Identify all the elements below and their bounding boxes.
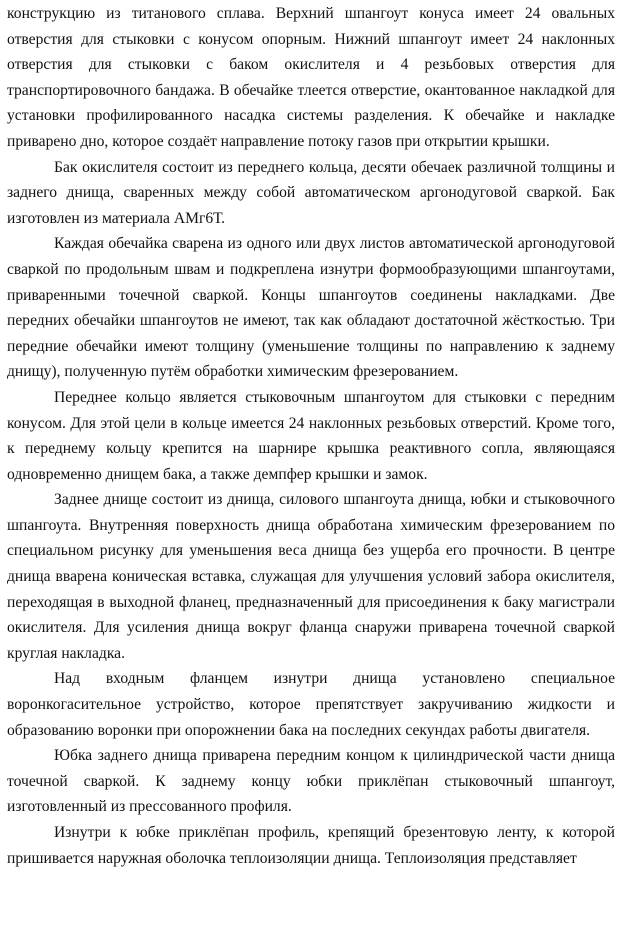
paragraph-rear-bottom: Заднее днище состоит из днища, силового шпангоута днища, юбки и стыковочного шпангоута. Внутренняя поверхность днища обработана химическим фрезерованием по специальном рисунку для уменьшения веса днища без ущерба его прочности. В центре днища вварена коническая вставка, служащая для улучшения условий забора окислителя, переходящая в выходной фланец, предназначенный для присоединения к баку магистрали окислителя. Для усиления днища вокруг фланца снаружи приварена точечной сваркой круглая накладка. — [7, 491, 615, 662]
paragraph-insulation: Изнутри к юбке приклёпан профиль, крепящий брезентовую ленту, к которой пришивается наружная оболочка теплоизоляции днища. Теплоизоляция представляет — [7, 824, 615, 867]
paragraph-continuation: конструкцию из титанового сплава. Верхний шпангоут конуса имеет 24 овальных отверстия для стыковки с конусом опорным. Нижний шпангоут имеет 24 наклонных отверстия для стыковки с баком окислителя и 4 резьбовых отверстия для транспортировочного бандажа. В обечайке тлеется отверстие, окантованное накладкой для установки профилированного насадка системы разделения. К обечайке и накладке приварено дно, которое создаёт направление потоку газов при открытии крышки. — [7, 5, 615, 150]
paragraph-front-ring: Переднее кольцо является стыковочным шпангоутом для стыковки с передним конусом. Для этой цели в кольце имеется 24 наклонных резьбовых отверстий. Кроме того, к переднему кольцу крепится на шарнире крышка реактивного сопла, являющаяся одновременно днищем бака, а также демпфер крышки и замок. — [7, 388, 615, 483]
paragraph-vortex-device: Над входным фланцем изнутри днища установлено специальное воронкогасительное устройство, которое препятствует закручиванию жидкости и образованию воронки при опорожнении бака на последних секундах работы двигателя. — [7, 670, 615, 739]
paragraph-skirt: Юбка заднего днища приварена передним концом к цилиндрической части днища точечной сваркой. К заднему концу юбки приклёпан стыковочный шпангоут, изготовленный из прессованного профиля. — [7, 747, 615, 816]
paragraph-shells: Каждая обечайка сварена из одного или двух листов автоматической аргонодуговой сваркой по продольным швам и подкреплена изнутри формообразующими шпангоутами, приваренными точечной сваркой. Концы шпангоутов соединены накладками. Две передних обечайки шпангоутов не имеют, так как обладают достаточной жёсткостью. Три передние обечайки имеют толщину (уменьшение толщины по направлению к заднему днищу), полученную путём обработки химическим фрезерованием. — [7, 235, 615, 381]
paragraph-oxidizer-tank: Бак окислителя состоит из переднего кольца, десяти обечаек различной толщины и заднего днища, сваренных между собой автоматическом аргонодуговой сваркой. Бак изготовлен из материала АМг6Т. — [7, 158, 615, 227]
